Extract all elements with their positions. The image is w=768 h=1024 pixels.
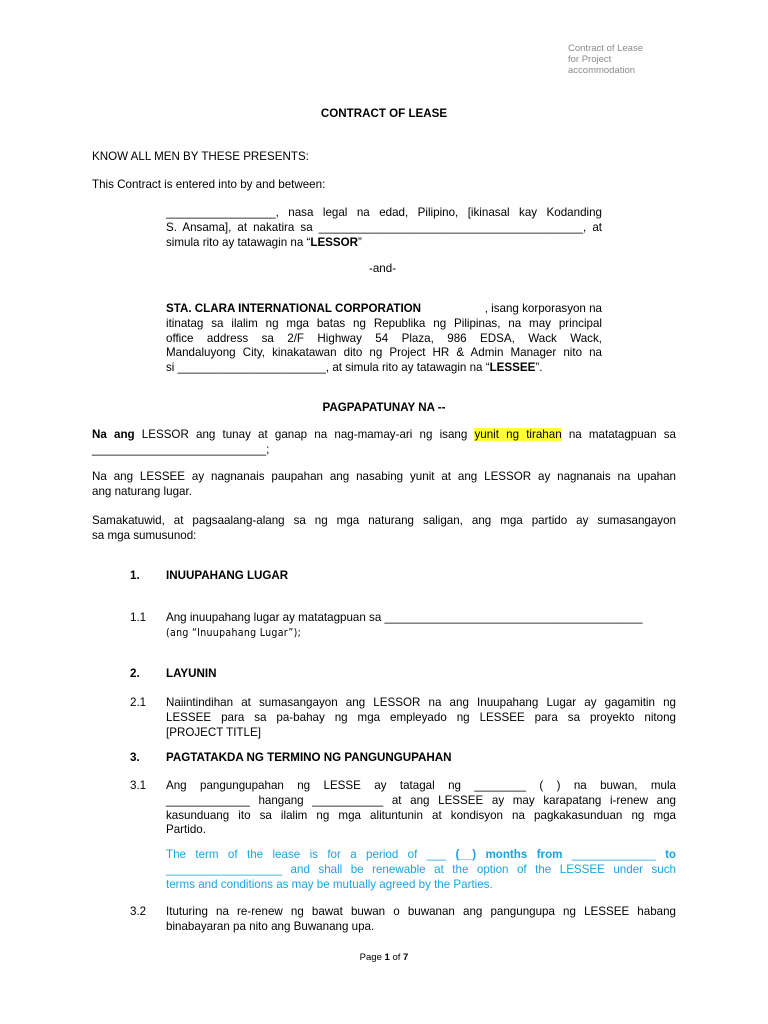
know-all-heading: KNOW ALL MEN BY THESE PRESENTS: bbox=[92, 150, 309, 163]
whereas-line: Samakatuwid, at pagsaalang-alang sa ng mga naturang saligan, ang mga partido ay sumasangayon bbox=[92, 514, 676, 527]
lessor-line bbox=[166, 236, 602, 251]
clause-line: binabayaran pa nito ang Buwanang upa. bbox=[166, 919, 375, 933]
subsection-number: 3.1 bbox=[130, 779, 147, 792]
whereas-line: Na ang LESSEE ay nagnanais paupahan ang nasabing yunit at ang LESSOR ay nagnanais na upahan bbox=[92, 470, 676, 483]
page-footer bbox=[0, 951, 768, 966]
page-number: 1 bbox=[384, 952, 390, 963]
entered-line: This Contract is entered into by and between: bbox=[92, 178, 326, 191]
lessee-text: ”. bbox=[535, 361, 543, 375]
clause-line: Ang pangungupahan ng LESSE ay tatagal ng ________ ( ) na buwan, mula bbox=[166, 779, 676, 792]
highlighted-text: yunit ng tirahan bbox=[474, 428, 562, 441]
clause-line: Ang inuupahang lugar ay matatagpuan sa ________________________________________ bbox=[166, 611, 643, 624]
page-label: Page bbox=[359, 952, 382, 963]
header-note-line: for Project bbox=[568, 54, 612, 66]
company-name: STA. CLARA INTERNATIONAL CORPORATION bbox=[166, 302, 422, 315]
header-note-line: Contract of Lease bbox=[568, 43, 643, 54]
clause-line: Partido. bbox=[166, 823, 206, 837]
whereas-text: LESSOR ang tunay at ganap na nag-mamay-ari ng isang bbox=[134, 428, 475, 441]
header-note-line: accommodation bbox=[568, 65, 636, 77]
lessor-term: LESSOR bbox=[310, 235, 359, 249]
section-number: 1. bbox=[130, 569, 140, 582]
subsection-3-2 bbox=[166, 905, 676, 935]
whereas-line: ___________________________; bbox=[92, 442, 270, 456]
section-number: 3. bbox=[130, 751, 140, 764]
whereas-1 bbox=[92, 428, 676, 458]
lessee-term: LESSEE bbox=[489, 361, 536, 375]
lessee-line: office address sa 2/F Highway 54 Plaza, 986 EDSA, Wack Wack, bbox=[166, 331, 602, 345]
lessee-text: , isang korporasyon na bbox=[484, 302, 602, 315]
clause-line: Ituturing na re-renew ng bawat buwan o buwanan ang pangungupa ng LESSEE habang bbox=[166, 905, 676, 918]
translation-line: __________________ and shall be renewable at the option of the LESSEE under such bbox=[166, 862, 676, 876]
subsection-3-1 bbox=[166, 779, 676, 838]
lessee-line bbox=[166, 361, 602, 376]
lessee-paragraph bbox=[166, 302, 602, 376]
whereas-line bbox=[92, 428, 676, 443]
clause-line: (ang “Inuupahang Lugar”); bbox=[166, 626, 302, 639]
lessor-text: simula rito ay tatawagin na “ bbox=[166, 235, 311, 249]
subsection-number: 2.1 bbox=[130, 696, 147, 709]
header-note bbox=[568, 43, 728, 77]
lessee-line: Mandaluyong City, kinakatawan dito ng Project HR & Admin Manager nito na bbox=[166, 346, 602, 360]
lessee-line: itinatag sa ilalim ng mga batas ng Republika ng Pilipinas, na may principal bbox=[166, 316, 602, 330]
translation-line: terms and conditions as may be mutually agreed by the Parties. bbox=[166, 877, 493, 891]
section-title: LAYUNIN bbox=[166, 667, 217, 680]
document-title: CONTRACT OF LEASE bbox=[320, 107, 448, 120]
clause-line: Naiintindihan at sumasangayon ang LESSOR na ang Inuupahang Lugar ay gagamitin ng bbox=[166, 696, 676, 709]
pagpapatunay-heading: PAGPAPATUNAY NA -- bbox=[322, 401, 446, 414]
whereas-lead: Na ang bbox=[92, 428, 135, 441]
lessor-text: ” bbox=[358, 235, 362, 249]
clause-line: [PROJECT TITLE] bbox=[166, 725, 261, 739]
whereas-line: sa mga sumusunod: bbox=[92, 528, 197, 542]
translation-line bbox=[166, 848, 676, 863]
lessee-line bbox=[166, 302, 602, 317]
lessor-paragraph bbox=[166, 206, 602, 250]
whereas-3 bbox=[92, 514, 676, 544]
whereas-2 bbox=[92, 470, 676, 500]
section-title: PAGTATAKDA NG TERMINO NG PANGUNGUPAHAN bbox=[166, 751, 452, 764]
subsection-number: 3.2 bbox=[130, 905, 147, 918]
translation-bold: (__) months from bbox=[455, 848, 563, 861]
subsection-number: 1.1 bbox=[130, 611, 147, 624]
translation-text: _____________ bbox=[562, 848, 666, 861]
whereas-text: na matatagpuan sa bbox=[561, 428, 676, 441]
whereas-line: ang naturang lugar. bbox=[92, 484, 192, 498]
subsection-2-1 bbox=[166, 696, 676, 740]
lessee-text: si _______________________, at simula rito ay tatawagin na “ bbox=[166, 361, 490, 375]
lessor-line: S. Ansama], at nakatira sa _________________________________________, at bbox=[166, 220, 602, 234]
subsection-1-1 bbox=[166, 611, 676, 641]
section-title: INUUPAHANG LUGAR bbox=[166, 569, 289, 582]
page-total: 7 bbox=[403, 952, 409, 963]
english-translation bbox=[166, 848, 676, 892]
translation-text: The term of the lease is for a period of ___ bbox=[166, 848, 456, 861]
clause-line: kasunduang ito sa ilalim ng mga alituntunin at kondisyon na pagkakasunduan ng mga bbox=[166, 808, 676, 822]
lessor-line: _________________, nasa legal na edad, Pilipino, [ikinasal kay Kodanding bbox=[166, 206, 602, 219]
page-of: of bbox=[392, 952, 401, 963]
section-number: 2. bbox=[130, 667, 140, 680]
clause-line: _____________ hangang ___________ at ang LESSEE ay may karapatang i-renew ang bbox=[166, 793, 676, 807]
translation-bold: to bbox=[665, 848, 677, 861]
and-separator: -and- bbox=[369, 262, 397, 275]
clause-line: LESSEE para sa pa-bahay ng mga empleyado ng LESSEE para sa proyekto nitong bbox=[166, 710, 676, 724]
